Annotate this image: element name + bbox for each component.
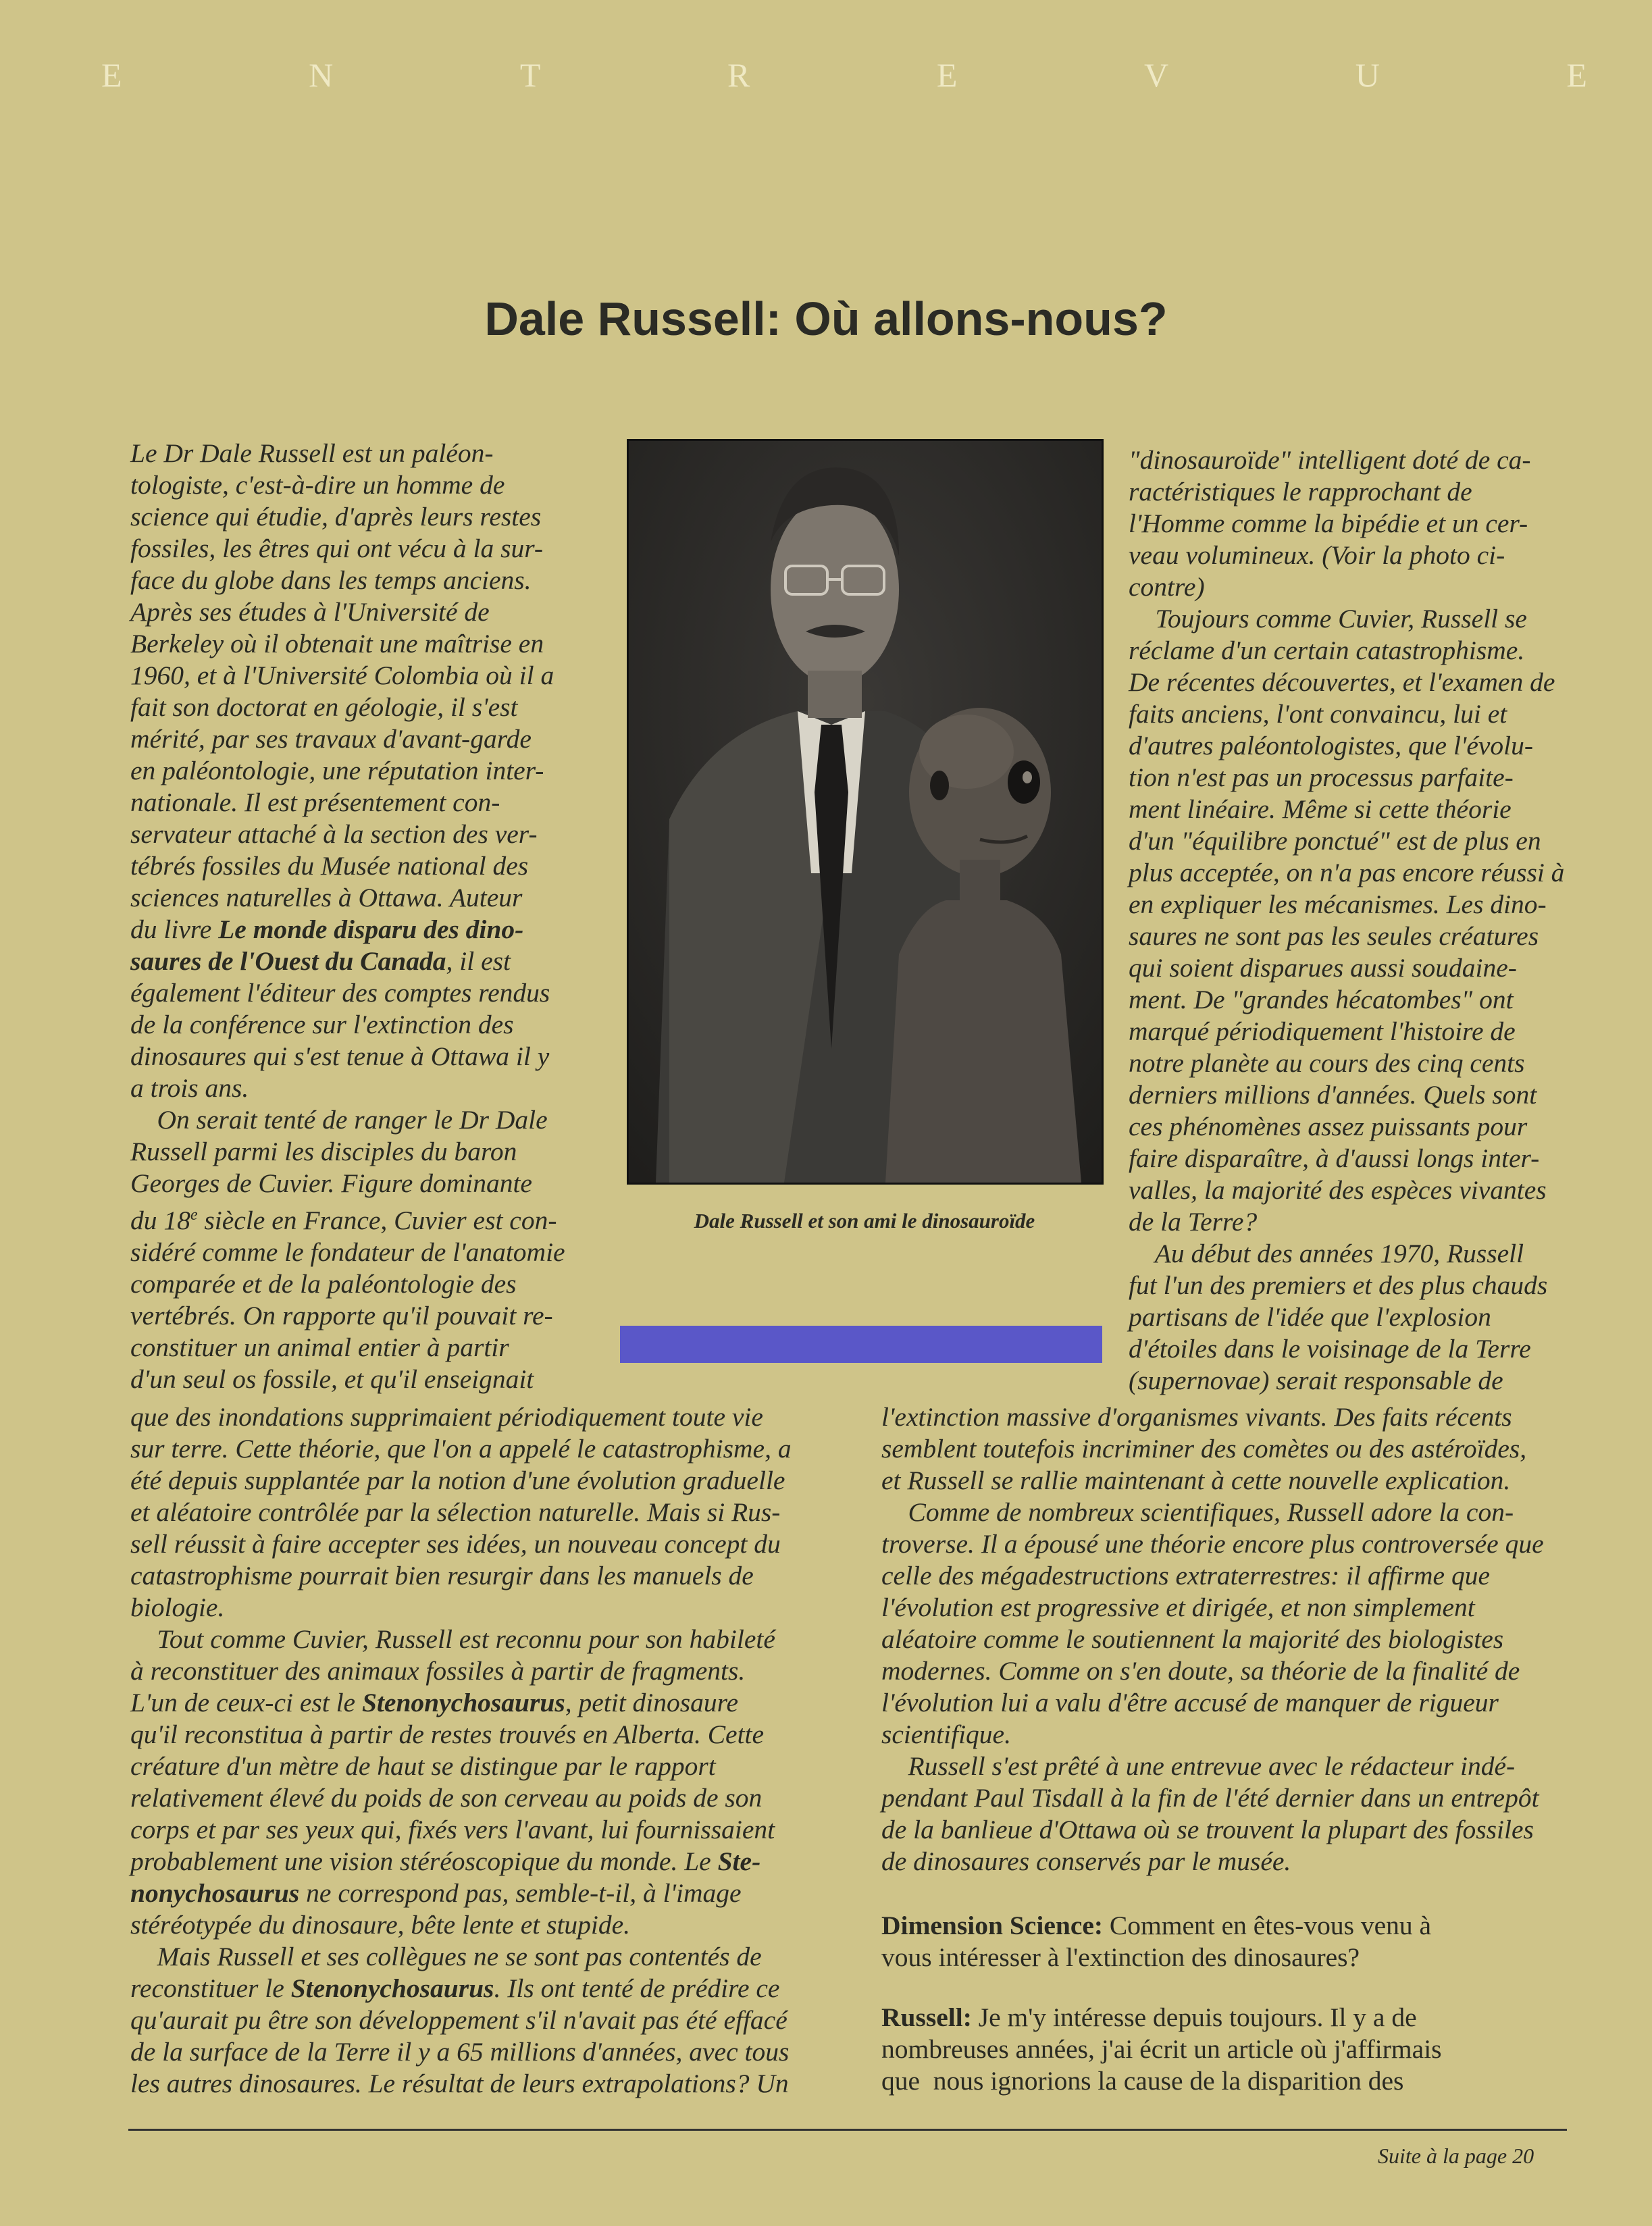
header-letter: E bbox=[936, 56, 958, 94]
text-line: de la conférence sur l'extinction des bbox=[130, 1010, 514, 1039]
text-run: reconstituer le bbox=[130, 1973, 284, 2003]
photo-caption: Dale Russell et son ami le dinosauroïde bbox=[694, 1209, 1035, 1233]
text-line: Au début des années 1970, Russell bbox=[1129, 1239, 1524, 1268]
text-line: de la surface de la Terre il y a 65 millions d'années, avec tous bbox=[130, 2037, 790, 2067]
text-line: Russell s'est prêté à une entrevue avec le rédacteur indé- bbox=[881, 1751, 1516, 1781]
text-line: Russell parmi les disciples du baron bbox=[130, 1137, 517, 1166]
species-name: Stenonychosaurus bbox=[361, 1688, 565, 1717]
text-line: "dinosauroïde" intelligent doté de ca- bbox=[1129, 445, 1531, 475]
text-line: qui soient disparues aussi soudaine- bbox=[1129, 953, 1517, 983]
text-line: que des inondations supprimaient périodiquement toute vie bbox=[130, 1402, 763, 1432]
text-line: veau volumineux. (Voir la photo ci- bbox=[1129, 540, 1505, 570]
text-line: Comme de nombreux scientifiques, Russell adore la con- bbox=[881, 1497, 1514, 1527]
text-line: servateur attaché à la section des ver- bbox=[130, 819, 538, 849]
text-line: ment. De "grandes hécatombes" ont bbox=[1129, 985, 1514, 1014]
right-lower-column bbox=[881, 1401, 1584, 2097]
text-line: semblent toutefois incriminer des comètes ou des astéroïdes, bbox=[881, 1434, 1527, 1464]
header-letter: R bbox=[727, 56, 750, 94]
text-line: saures ne sont pas les seules créatures bbox=[1129, 921, 1539, 951]
interview-line bbox=[881, 1910, 1584, 1942]
text-line: fut l'un des premiers et des plus chauds bbox=[1129, 1270, 1548, 1300]
species-name: Stenonychosaurus bbox=[290, 1973, 494, 2003]
text-line bbox=[130, 1687, 840, 1719]
text-run: L'un de ceux-ci est le bbox=[130, 1688, 356, 1717]
text-line: et Russell se rallie maintenant à cette nouvelle explication. bbox=[881, 1466, 1511, 1495]
text-line: d'autres paléontologistes, que l'évolu- bbox=[1129, 731, 1534, 760]
text-line: scientifique. bbox=[881, 1719, 1011, 1749]
text-line: relativement élevé du poids de son cerveau au poids de son bbox=[130, 1783, 763, 1813]
text-line: science qui étudie, d'après leurs restes bbox=[130, 502, 542, 532]
text-line: qu'il reconstitua à partir de restes trouvés en Alberta. Cette bbox=[130, 1719, 765, 1749]
text-line: notre planète au cours des cinq cents bbox=[1129, 1048, 1525, 1078]
accent-bar bbox=[620, 1326, 1102, 1363]
text-line: ces phénomènes assez puissants pour bbox=[1129, 1112, 1528, 1141]
text-line: Berkeley où il obtenait une maîtrise en bbox=[130, 629, 544, 658]
text-line: d'un seul os fossile, et qu'il enseignait bbox=[130, 1364, 534, 1395]
text-line: Mais Russell et ses collègues ne se sont pas contentés de bbox=[130, 1942, 762, 1971]
text-line: de la Terre? bbox=[1129, 1207, 1258, 1237]
text-run: du 18 bbox=[130, 1206, 190, 1236]
photo-illustration bbox=[629, 441, 1102, 1183]
text-line: derniers millions d'années. Quels sont bbox=[1129, 1080, 1537, 1110]
text-line: contre) bbox=[1129, 572, 1205, 602]
text-line: sidéré comme le fondateur de l'anatomie bbox=[130, 1237, 565, 1268]
text-line: fait son doctorat en géologie, il s'est bbox=[130, 692, 518, 722]
text-line: Après ses études à l'Université de bbox=[130, 597, 490, 627]
species-name: Ste- bbox=[717, 1846, 761, 1876]
text-line: biologie. bbox=[130, 1593, 225, 1622]
text-run: . Ils ont tenté de prédire ce bbox=[494, 1973, 780, 2003]
text-line: les autres dinosaures. Le résultat de leurs extrapolations? Un bbox=[130, 2069, 789, 2098]
text-line: et aléatoire contrôlée par la sélection naturelle. Mais si Rus- bbox=[130, 1497, 781, 1527]
text-line: ment linéaire. Même si cette théorie bbox=[1129, 794, 1512, 824]
text-line: marqué périodiquement l'histoire de bbox=[1129, 1016, 1516, 1046]
text-line: valles, la majorité des espèces vivantes bbox=[1129, 1175, 1547, 1205]
text-line: 1960, et à l'Université Colombia où il a bbox=[130, 661, 554, 690]
text-line bbox=[130, 1199, 591, 1237]
speaker-label: Dimension Science: bbox=[881, 1911, 1104, 1940]
text-run: probablement une vision stéréoscopique du monde. Le bbox=[130, 1846, 711, 1876]
text-line: catastrophisme pourrait bien resurgir dans les manuels de bbox=[130, 1561, 754, 1590]
text-run: siècle en France, Cuvier est con- bbox=[197, 1206, 557, 1236]
text-line: l'extinction massive d'organismes vivants. Des faits récents bbox=[881, 1402, 1512, 1432]
text-line: tologiste, c'est-à-dire un homme de bbox=[130, 470, 505, 500]
text-line: a trois ans. bbox=[130, 1073, 249, 1103]
book-title: saures de l'Ouest du Canada bbox=[130, 946, 446, 976]
text-line: ractéristiques le rapprochant de bbox=[1129, 477, 1472, 507]
text-run: du livre bbox=[130, 914, 212, 944]
text-line: (supernovae) serait responsable de bbox=[1129, 1366, 1503, 1395]
text-run: , petit dinosaure bbox=[565, 1688, 739, 1717]
article-title: Dale Russell: Où allons-nous? bbox=[484, 292, 1168, 345]
text-line: mérité, par ses travaux d'avant-garde bbox=[130, 724, 532, 754]
interview-line bbox=[881, 2002, 1584, 2034]
text-run: , il est bbox=[446, 946, 511, 976]
text-line: Toujours comme Cuvier, Russell se bbox=[1129, 604, 1527, 633]
text-line bbox=[130, 914, 591, 946]
portrait-photo bbox=[627, 439, 1104, 1185]
header-letter: E bbox=[1566, 56, 1587, 94]
text-run: ne correspond pas, semble-t-il, à l'image bbox=[299, 1878, 742, 1908]
text-line bbox=[130, 946, 591, 977]
question-text: Comment en êtes-vous venu à bbox=[1103, 1911, 1432, 1940]
book-title: Le monde disparu des dino- bbox=[218, 914, 524, 944]
text-line: tion n'est pas un processus parfaite- bbox=[1129, 762, 1514, 792]
text-line: plus acceptée, on n'a pas encore réussi à bbox=[1129, 858, 1565, 887]
header-letter: E bbox=[101, 56, 122, 94]
text-line: corps et par ses yeux qui, fixés vers l'avant, lui fournissaient bbox=[130, 1815, 775, 1844]
text-line: aléatoire comme le soutiennent la majorité des biologistes bbox=[881, 1624, 1504, 1654]
text-line: de la banlieue d'Ottawa où se trouvent la plupart des fossiles bbox=[881, 1815, 1534, 1844]
text-line: réclame d'un certain catastrophisme. bbox=[1129, 636, 1525, 665]
header-letter: T bbox=[519, 56, 541, 94]
text-line bbox=[130, 1878, 840, 1909]
text-line: nationale. Il est présentement con- bbox=[130, 787, 500, 817]
header-letter: U bbox=[1355, 56, 1380, 94]
text-line: l'évolution lui a valu d'être accusé de manquer de rigueur bbox=[881, 1688, 1499, 1717]
continued-note: Suite à la page 20 bbox=[1378, 2144, 1534, 2168]
interview-line: vous intéresser à l'extinction des dinosaures? bbox=[881, 1942, 1360, 1972]
text-line: comparée et de la paléontologie des bbox=[130, 1269, 517, 1299]
right-column bbox=[1129, 444, 1581, 1397]
text-line: dinosaures qui s'est tenue à Ottawa il y bbox=[130, 1041, 550, 1071]
text-line: On serait tenté de ranger le Dr Dale bbox=[130, 1105, 548, 1135]
text-line: sciences naturelles à Ottawa. Auteur bbox=[130, 883, 523, 912]
text-line: sur terre. Cette théorie, que l'on a appelé le catastrophisme, a bbox=[130, 1434, 792, 1464]
text-line: en paléontologie, une réputation inter- bbox=[130, 756, 544, 785]
text-line: Le Dr Dale Russell est un paléon- bbox=[130, 438, 494, 468]
text-line: modernes. Comme on s'en doute, sa théorie de la finalité de bbox=[881, 1656, 1520, 1686]
text-line: troverse. Il a épousé une théorie encore plus controversée que bbox=[881, 1529, 1544, 1559]
text-line: sell réussit à faire accepter ses idées, un nouveau concept du bbox=[130, 1529, 781, 1559]
superscript: e bbox=[190, 1206, 198, 1224]
footer-rule bbox=[128, 2129, 1567, 2131]
text-line: tébrés fossiles du Musée national des bbox=[130, 851, 529, 881]
species-name: nonychosaurus bbox=[130, 1878, 300, 1908]
text-line: stéréotypée du dinosaure, bête lente et stupide. bbox=[130, 1910, 631, 1940]
text-line: vertébrés. On rapporte qu'il pouvait re- bbox=[130, 1301, 553, 1331]
text-line: été depuis supplantée par la notion d'une évolution graduelle bbox=[130, 1466, 785, 1495]
text-line: à reconstituer des animaux fossiles à partir de fragments. bbox=[130, 1656, 746, 1686]
text-line: faire disparaître, à d'aussi longs inter- bbox=[1129, 1143, 1540, 1173]
text-line: de dinosaures conservés par le musée. bbox=[881, 1846, 1291, 1876]
text-line bbox=[130, 1973, 840, 2004]
text-line: faits anciens, l'ont convaincu, lui et bbox=[1129, 699, 1507, 729]
answer-text: Je m'y intéresse depuis toujours. Il y a de bbox=[971, 2002, 1417, 2032]
text-line: fossiles, les êtres qui ont vécu à la sur- bbox=[130, 534, 544, 563]
text-line: partisans de l'idée que l'explosion bbox=[1129, 1302, 1491, 1332]
left-lower-column bbox=[130, 1401, 840, 2100]
text-line: créature d'un mètre de haut se distingue par le rapport bbox=[130, 1751, 716, 1781]
text-line: constituer un animal entier à partir bbox=[130, 1332, 509, 1363]
text-line: pendant Paul Tisdall à la fin de l'été dernier dans un entrepôt bbox=[881, 1783, 1539, 1813]
text-line: également l'éditeur des comptes rendus bbox=[130, 978, 550, 1008]
text-line: qu'aurait pu être son développement s'il n'avait pas été effacé bbox=[130, 2005, 788, 2035]
header-letter: V bbox=[1144, 56, 1169, 94]
text-line: d'un "équilibre ponctué" est de plus en bbox=[1129, 826, 1541, 856]
left-column bbox=[130, 438, 591, 1395]
text-line: face du globe dans les temps anciens. bbox=[130, 565, 532, 595]
text-line: Georges de Cuvier. Figure dominante bbox=[130, 1168, 532, 1198]
speaker-label: Russell: bbox=[881, 2002, 972, 2032]
text-line: en expliquer les mécanismes. Les dino- bbox=[1129, 889, 1547, 919]
text-line: celle des mégadestructions extraterrestres: il affirme que bbox=[881, 1561, 1490, 1590]
text-line: l'Homme comme la bipédie et un cer- bbox=[1129, 509, 1528, 538]
text-line: d'étoiles dans le voisinage de la Terre bbox=[1129, 1334, 1531, 1364]
text-line: l'évolution est progressive et dirigée, et non simplement bbox=[881, 1593, 1475, 1622]
section-header bbox=[101, 55, 1587, 95]
header-letter: N bbox=[309, 56, 334, 94]
text-line bbox=[130, 1846, 840, 1878]
interview-line: nombreuses années, j'ai écrit un article où j'affirmais bbox=[881, 2034, 1442, 2064]
interview-line: que nous ignorions la cause de la disparition des bbox=[881, 2066, 1404, 2096]
text-line: De récentes découvertes, et l'examen de bbox=[1129, 667, 1555, 697]
text-line: Tout comme Cuvier, Russell est reconnu pour son habileté bbox=[130, 1624, 775, 1654]
